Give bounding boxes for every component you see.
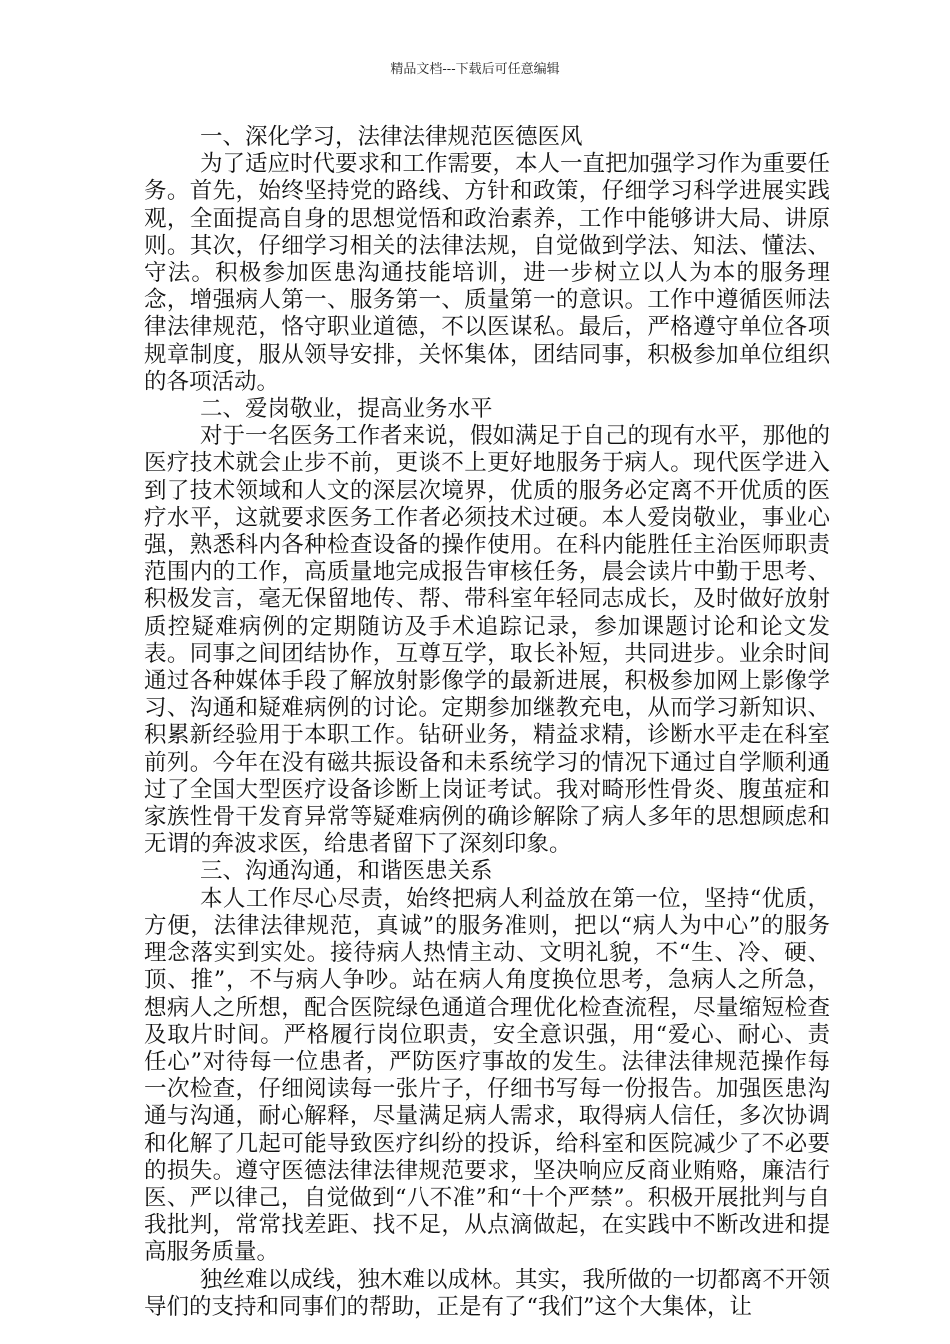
closing-paragraph: 独丝难以成线，独木难以成林。其实，我所做的一切都离不开领导们的支持和同事们的帮助，正是有了“我们”这个大集体，让 <box>144 1266 831 1320</box>
section-paragraph-1: 为了适应时代要求和工作需要，本人一直把加强学习作为重要任务。首先，始终坚持党的路线、方针和政策，仔细学习科学进展实践观，全面提高自身的思想觉悟和政治素养，工作中能够讲大局、讲原则。其次，仔细学习相关的法律法规，自觉做到学法、知法、懂法、守法。积极参加医患沟通技能培训，进一步树立以人为本的服务理念，增强病人第一、服务第一、质量第一的意识。工作中遵循医师法律法律规范，恪守职业道德，不以医谋私。最后，严格遵守单位各项规章制度，服从领导安排，关怀集体，团结同事，积极参加单位组织的各项活动。 <box>144 151 831 395</box>
page-header: 精品文档---下载后可任意编辑 <box>390 62 560 77</box>
section-heading-3: 三、沟通沟通，和谐医患关系 <box>200 858 493 885</box>
section-paragraph-3: 本人工作尽心尽责，始终把病人利益放在第一位，坚持“优质，方便，法律法律规范，真诚”的服务准则，把以“病人为中心”的服务理念落实到实处。接待病人热情主动、文明礼貌，不“生、冷、硬、顶、推”，不与病人争吵。站在病人角度换位思考，急病人之所急，想病人之所想，配合医院绿色通道合理优化检查流程，尽量缩短检查及取片时间。严格履行岗位职责，安全意识强，用“爱心、耐心、责任心”对待每一位患者，严防医疗事故的发生。法律法律规范操作每一次检查，仔细阅读每一张片子，仔细书写每一份报告。加强医患沟通与沟通，耐心解释，尽量满足病人需求，取得病人信任，多次协调和化解了几起可能导致医疗纠纷的投诉，给科室和医院减少了不必要的损失。遵守医德法律法律规范要求，坚决响应反商业贿赂，廉洁行医、严以律己，自觉做到“八不准”和“十个严禁”。积极开展批判与自我批判，常常找差距、找不足，从点滴做起，在实践中不断改进和提高服务质量。 <box>144 885 830 1266</box>
document-body <box>144 124 830 1321</box>
section-heading-2: 二、爱岗敬业，提高业务水平 <box>200 396 493 423</box>
section-paragraph-2: 对于一名医务工作者来说，假如满足于自己的现有水平，那他的医疗技术就会止步不前，更谈不上更好地服务于病人。现代医学进入到了技术领域和人文的深层次境界，优质的服务必定离不开优质的医疗水平，这就要求医务工作者必须技术过硬。本人爱岗敬业，事业心强，熟悉科内各种检查设备的操作使用。在科内能胜任主治医师职责范围内的工作，高质量地完成报告审核任务，晨会读片中勤于思考、积极发言，毫无保留地传、帮、带科室年轻同志成长，及时做好放射质控疑难病例的定期随访及手术追踪记录，参加课题讨论和论文发表。同事之间团结协作，互尊互学，取长补短，共同进步。业余时间通过各种媒体手段了解放射影像学的最新进展，积极参加网上影像学习、沟通和疑难病例的讨论。定期参加继教充电，从而学习新知识、积累新经验用于本职工作。钻研业务，精益求精，诊断水平走在科室前列。今年在没有磁共振设备和未系统学习的情况下通过自学顺利通过了全国大型医疗设备诊断上岗证考试。我对畸形性骨炎、腹茧症和家族性骨干发育异常等疑难病例的确诊解除了病人多年的思想顾虑和无谓的奔波求医，给患者留下了深刻印象。 <box>144 423 831 858</box>
section-heading-1: 一、深化学习，法律法律规范医德医风 <box>200 124 583 150</box>
